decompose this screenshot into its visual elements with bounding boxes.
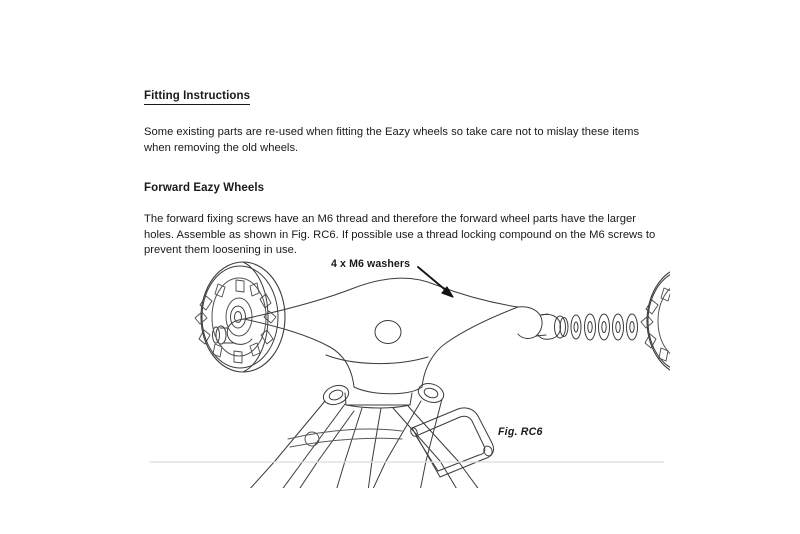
footplate (409, 408, 493, 477)
figure-caption: Fig. RC6 (498, 426, 543, 438)
fitting-instructions-heading-row (144, 86, 656, 105)
m6-washer-stack (571, 314, 638, 340)
section-heading-forward-eazy-wheels: Forward Eazy Wheels (144, 182, 265, 194)
washer-callout-label: 4 x M6 washers (331, 258, 411, 270)
left-eazy-wheel (195, 262, 285, 372)
page-title: Fitting Instructions (144, 89, 250, 105)
washer-callout-arrow (418, 267, 453, 297)
pivot-hole (375, 321, 401, 344)
assembly-diagram (140, 243, 670, 488)
spacer (144, 156, 656, 181)
right-eazy-wheel (641, 266, 670, 376)
instructions-text-block (144, 86, 656, 259)
left-leg-socket (321, 382, 352, 408)
intro-paragraph: Some existing parts are re-used when fitting the Eazy wheels so take care not to mislay these items when removing the old wheels. (144, 126, 640, 154)
section-paragraph: The forward fixing screws have an M6 thread and therefore the forward wheel parts have the larger holes. Assemble as shown in Fig. RC6. If possible use a thread locking compound on the M6 screws to prevent them loosening in use. (144, 213, 656, 256)
assembly-diagram-svg (140, 243, 670, 488)
frame-legs (248, 380, 480, 488)
spacer (144, 105, 656, 125)
spacer (144, 195, 656, 212)
